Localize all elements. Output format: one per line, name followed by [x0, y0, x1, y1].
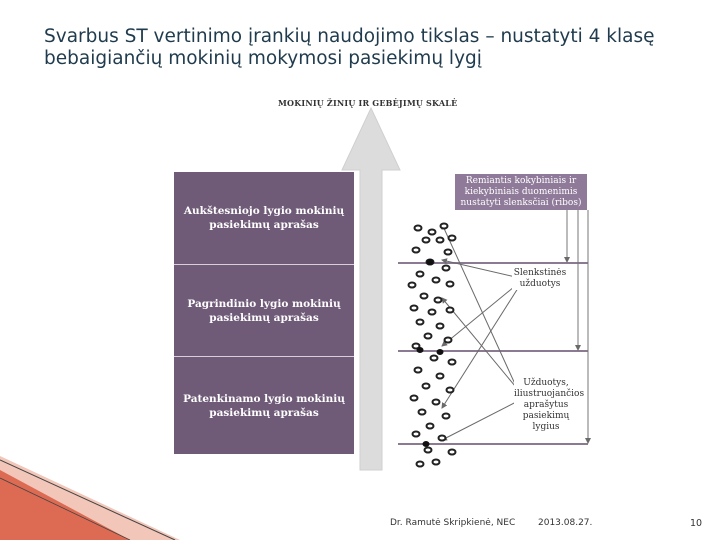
arrow-1: [442, 260, 520, 278]
thresholds-box: Remiantis kokybiniais ir kiekybiniais duomenimis nustatyti slenksčiai (ribos): [455, 174, 587, 210]
level-advanced: Aukštesniojo lygio mokinių pasiekimų aprašas: [183, 205, 345, 231]
footer-date: 2013.08.27.: [538, 518, 593, 528]
footer-author: Dr. Ramutė Skripkienė, NEC: [390, 518, 516, 528]
arrow-6: [442, 400, 520, 440]
threshold-tasks-label: Slenkstinės užduotys: [513, 268, 567, 289]
diagram-title: MOKINIŲ ŽINIŲ IR GEBĖJIMŲ SKALĖ: [278, 98, 458, 108]
arrow-2: [442, 282, 520, 346]
page-number: 10: [690, 518, 703, 529]
level-satisfactory: Patenkinamo lygio mokinių pasiekimų aprašas: [174, 356, 354, 455]
slide-title: Svarbus ST vertinimo įrankių naudojimo tikslas – nustatyti 4 klasę bebaigiančių mokinių mokymosi pasiekimų lygį: [44, 26, 655, 69]
illustrative-tasks-label: Užduotys, iliustruojančios aprašytus pasiekimų lygius: [514, 378, 585, 432]
threshold-dots: [417, 259, 444, 447]
level-basic: Pagrindinio lygio mokinių pasiekimų aprašas: [174, 264, 354, 357]
